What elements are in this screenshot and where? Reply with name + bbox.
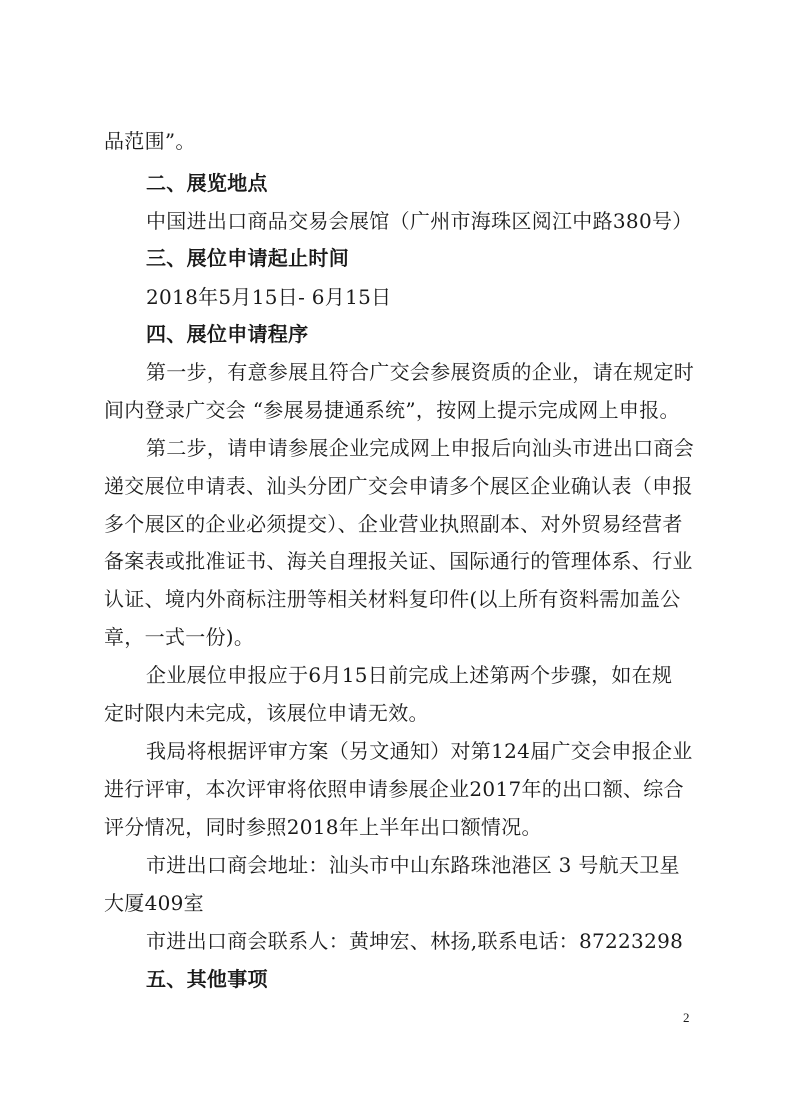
text-line: 大厦409室 (104, 891, 204, 915)
text-line: 品范围”。 (104, 129, 196, 153)
text-line: 我局将根据评审方案（另文通知）对第124届广交会申报企业 (146, 739, 693, 763)
section-heading: 二、展览地点 (146, 171, 268, 195)
text-line: 市进出口商会联系人：黄坤宏、林扬,联系电话：87223298 (146, 929, 684, 953)
section-heading: 五、其他事项 (146, 967, 268, 991)
text-line: 第二步，请申请参展企业完成网上申报后向汕头市进出口商会 (146, 436, 695, 460)
text-line: 章，一式一份)。 (104, 625, 255, 649)
text-line: 市进出口商会地址：汕头市中山东路珠池港区 3 号航天卫星 (146, 853, 680, 877)
section-heading: 四、展位申请程序 (146, 322, 309, 346)
text-line: 备案表或批准证书、海关自理报关证、国际通行的管理体系、行业 (104, 549, 693, 573)
section-heading: 三、展位申请起止时间 (146, 246, 349, 270)
text-line: 2018年5月15日- 6月15日 (146, 285, 392, 309)
text-line: 评分情况，同时参照2018年上半年出口额情况。 (104, 815, 542, 839)
text-line: 进行评审，本次评审将依照申请参展企业2017年的出口额、综合 (104, 777, 684, 801)
text-line: 递交展位申请表、汕头分团广交会申请多个展区企业确认表（申报 (104, 474, 693, 498)
text-line: 间内登录广交会 “参展易捷通系统”，按网上提示完成网上申报。 (104, 398, 680, 422)
text-line: 第一步，有意参展且符合广交会参展资质的企业，请在规定时 (146, 360, 695, 384)
text-line: 定时限内未完成，该展位申请无效。 (104, 701, 429, 725)
text-line: 多个展区的企业必须提交）、企业营业执照副本、对外贸易经营者 (104, 512, 683, 536)
text-line: 中国进出口商品交易会展馆（广州市海珠区阅江中路380号） (146, 209, 693, 233)
text-line: 认证、境内外商标注册等相关材料复印件(以上所有资料需加盖公 (104, 587, 681, 611)
page-number: 2 (683, 1010, 690, 1025)
text-line: 企业展位申报应于6月15日前完成上述第两个步骤，如在规 (146, 663, 673, 687)
